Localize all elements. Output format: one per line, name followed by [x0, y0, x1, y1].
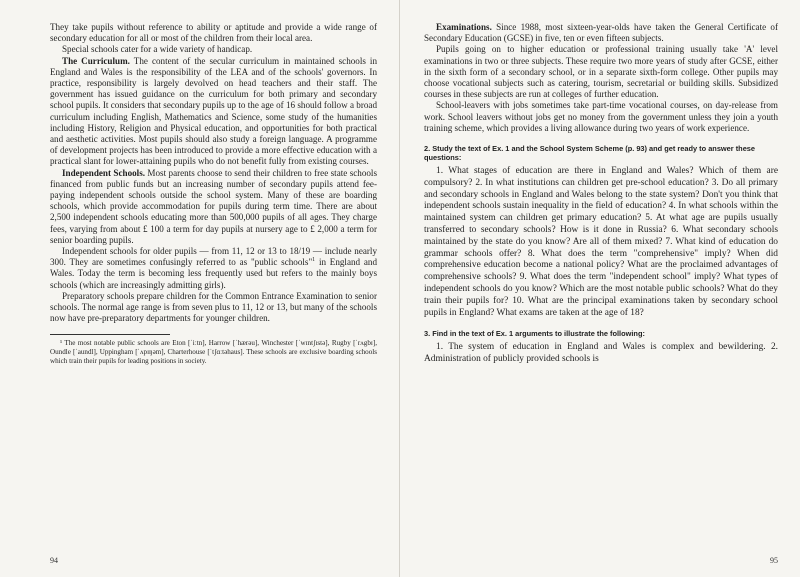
older-pupils-text-after: in England and Wales. Today the term is becoming less frequently used but refers to the mainly boys schools (which are increasingly admitting girls).: [50, 257, 377, 290]
task-2-questions: [424, 166, 778, 319]
task-3-title: 3. Find in the text of Ex. 1 arguments to illustrate the following:: [424, 329, 645, 339]
preparatory-schools-paragraph: Preparatory schools prepare children for the Common Entrance Examination to senior schools. The normal age range is from seven plus to 11, 12 or 13, but many of the schools now have pre-preparatory departments for younger children.: [50, 290, 377, 324]
examinations-heading: Examinations.: [436, 22, 492, 32]
examinations-paragraph: [424, 22, 778, 44]
independent-schools-text: Most parents choose to send their children to free state schools financed from public funds but an increasing number of secondary pupils attend fee-paying independent schools outside the school system. Many of these are boarding schools, which provide accommodation for pupils during term time. There are about 2,500 independent schools educating more than 500,000 pupils of all ages. They charge fees, varying from about £ 100 a term for day pupils at nursery age to £ 2,000 a term for senior boarding pupils.: [50, 167, 377, 245]
footnote-marker[interactable]: 1: [312, 257, 316, 264]
right-page: [400, 0, 800, 577]
intro-paragraph: They take pupils without reference to ability or aptitude and provide a wide range of secondary education for all or most of the children from their local area.: [50, 22, 377, 44]
task-2-title: 2. Study the text of Ex. 1 and the School System Scheme (p. 93) and get ready to answer these questions:: [424, 144, 756, 163]
curriculum-heading: The Curriculum.: [62, 55, 130, 66]
left-text-column: [50, 22, 377, 365]
independent-schools-heading: Independent Schools.: [62, 167, 146, 178]
curriculum-paragraph: [50, 56, 377, 168]
examinations-text: Since 1988, most sixteen-year-olds have taken the General Certificate of Secondary Education (GCSE) in five, ten or even fifteen subjects.: [424, 22, 778, 44]
older-pupils-paragraph: [50, 246, 377, 291]
higher-education-paragraph: Pupils going on to higher education or professional training usually take 'A' level examinations in two or three subjects. These require two more years of study after GCSE, either in the sixth form of a secondary school, or in a separate sixth-form college. Other pupils may choose vocational subjects such as catering, tourism, secretarial or building skills. Subsidized courses in these subjects are run at colleges of further education.: [424, 44, 778, 100]
school-leavers-paragraph: School-leavers with jobs sometimes take part-time vocational courses, on day-release from work. School leavers without jobs get no money from the government unless they join a youth training scheme, which provides a living allowance during two years of work experience.: [424, 100, 778, 133]
special-schools-paragraph: Special schools cater for a wide variety of handicap.: [62, 44, 253, 55]
footnote: ¹ The most notable public schools are Eton [ˈiːtn], Harrow [ˈhærəu], Winchester [ˈwɪntʃɪstə], Rugby [ˈrʌgbɪ], Oundle [ˈaundl], Uppingham [ˈʌpɪŋəm], Charterhouse [ˈtʃɑːtəhaus]. These schools are exclusive boarding schools which train their pupils for leading positions in society.: [50, 339, 377, 365]
task-3-content: [424, 342, 778, 366]
curriculum-text: The content of the secular curriculum in maintained schools in England and Wales is the responsibility of the LEA and of the schools' governors. In practice, responsibility is largely devolved on head teachers and their staff. The government has issued guidance on the curriculum for both primary and secondary school pupils. It considers that secondary pupils up to the age of 16 should follow a broad curriculum including English, Mathematics and Science, some study of the humanities including History, Religion and Physical education, and opportunities for both practical and aesthetic activities. Most pupils should also study a foreign language. A programme of development projects has been introduced to provide a more effective education with a practical slant for lower-attaining pupils who do not benefit fully from existing courses.: [50, 55, 378, 167]
older-pupils-text-before: Independent schools for older pupils — from 11, 12 or 13 to 18/19 — include nearly 300. They are sometimes confusingly referred to as "public schools": [50, 246, 377, 268]
task-2-questions-text: 1. What stages of education are there in England and Wales? Which of them are compulsory? 2. In what institutions can children get pre-school education? 3. Do all primary and secondary schools in England and Wales belong to the state system? Don't you think that independent schools sustain inequality in the field of education? 4. In what schools within the maintained system can children get primary education? 5. At what age are pupils usually transferred to secondary schools? How is it done in Russia? 6. What secondary schools maintained by the state do you know? Are all of them mixed? 7. What kind of education do grammar schools offer? 8. What does the term "comprehensive" imply? When did comprehensive education become a national policy? What are the proclaimed advantages of comprehensive schools? 9. What does the term "independent school" imply? What types of independent schools do you know? Which are the most notable public schools? What do they train their pupils for? 10. What are the principal examinations taken by secondary school pupils in England? What exams are taken at the age of 18?: [424, 166, 778, 318]
footnote-divider: [50, 334, 170, 335]
independent-schools-paragraph: [50, 168, 377, 246]
right-text-column: [424, 22, 778, 366]
page-number-right: 95: [770, 556, 778, 565]
task-3-text: 1. The system of education in England and Wales is complex and bewildering. 2. Administration of publicly provided schools is: [424, 342, 778, 365]
page-number-left: 94: [50, 556, 58, 565]
